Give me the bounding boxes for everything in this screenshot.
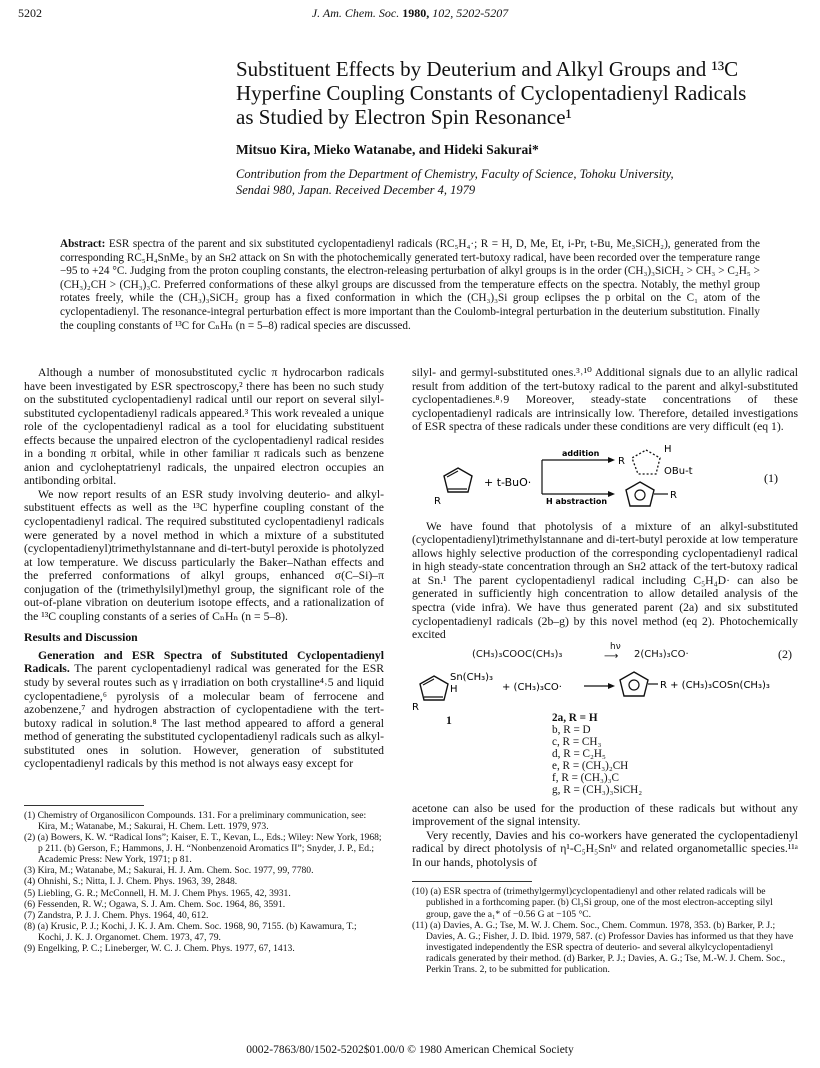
scheme-reagent: + t-BuO· [484,475,532,489]
abstract [60,238,760,333]
right-paragraph-3: acetone can also be used for the production of these radicals but without any improvement of the signal intensity. [412,801,798,829]
results-paragraph-1-text: The parent cyclopentadienyl radical was generated for the ESR study by several routes such as γ irradiation on both crystalline⁴˒5 and liquid cyclopentadiene,⁶ pyrolysis of a molecular beam of ferrocene and azobenzene,⁷ and hydrogen abstraction of cyclopentadiene with the tert-butoxy radical in solution.⁸ The last method appeared to afford a general method of generating the substituted cyclopentadienyl radicals such as alkyl-substituted ones in solution. However, generation of substituted cyclopentadienyl radicals by this method is not always easy except for [24,662,384,771]
affiliation-line-1: Contribution from the Department of Chemistry, Faculty of Science, Tohoku University, [236,167,674,181]
right-paragraph-4: Very recently, Davies and his co-workers have generated the cyclopentadienyl radical by direct photolysis of η¹-C₅H₅Snᴵᵛ and related organometallic species.¹¹ᵃ In our hands, photolysis of [412,828,798,869]
equation-number-2: (2) [778,646,792,661]
scheme-r-label: R [434,495,441,507]
title-line-2: Hyperfine Coupling Constants of Cyclopentadienyl Radicals [236,81,747,105]
affiliation [236,166,796,198]
intro-paragraph-2: We now report results of an ESR study involving deuterio- and alkyl-substituent effects as well as the ¹³C hyperfine coupling constant of the cyclopentadienyl radical. The required substituted cyclopentadienyl radicals were generated by a novel method in which a mixture of a substituted (cyclopentadienyl)trimethylstannane and di-tert-butyl peroxide is photolyzed at low temperature. We discuss particularly the Baker–Nathan effects and the preferred conformations of alkyl groups, enhanced σ(C–Si)–π conjugation of the (trimethylsilyl)methyl group, the significant role of the out-of-plane vibration on deuterium isotope effects, and a rationalization of the ¹³C coupling constants of a series of CₙHₙ (n = 5–8). [24,487,384,623]
eq2-product: 2(CH₃)₃CO· [634,648,689,660]
footnote: (11) (a) Davies, A. G.; Tse, M. W. J. Chem. Soc., Chem. Commun. 1978, 353. (b) Barker, P. J.; Davies, A. G.; Fisher, J. D. Ibid. 1979, 587. (c) Professor Davies has informed us that they have investigated independently the ESR spectra of deuterio- and several alkylcyclopentadienyl radicals generated by their method. (d) Barker, P. J.; Davies, A. G.; Tse, M.-W. J. Chem. Soc., Perkin Trans. 2, to be submitted for publication. [412,919,794,976]
abstract-label: Abstract: [60,238,106,250]
right-column [412,366,798,975]
addition-label: addition [562,448,600,458]
journal-year: 1980, [402,6,430,20]
journal-pages: 5202-5207 [456,6,509,20]
abstraction-label: H abstraction [546,496,608,506]
footnote: (3) Kira, M.; Watanabe, M.; Sakurai, H. J. Am. Chem. Soc. 1977, 99, 7780. [24,865,314,877]
authors: Mitsuo Kira, Mieko Watanabe, and Hideki Sakurai* [236,142,539,157]
compound-1-label: 1 [446,713,452,727]
footnote: (10) (a) ESR spectra of (trimethylgermyl)cyclopentadienyl and other related radicals will be published in a forthcoming paper. (b) Cl₃Si group, one of the most electron-accepting silyl group, gave the a₁* of −0.56 G at −105 °C. [412,886,773,920]
eq2-cp-ring [620,672,648,696]
journal-citation [0,6,820,21]
footnote: (6) Fessenden, R. W.; Ogawa, S. J. Am. Chem. Soc. 1964, 86, 3591. [24,898,286,910]
right-paragraph-2: We have found that photolysis of a mixture of an alkyl-substituted (cyclopentadienyl)trimethylstannane and di-tert-butyl peroxide at low temperature allows highly selective production of the corresponding cyclopentadienyl radical in high steady-state concentration through an Sʜ2 attack of the tert-butoxy radical at Sn.¹ The parent cyclopentadienyl radical including C₅H₄D· can also be generated in sufficiently high concentration to allow detailed analysis of the spectra (vide infra). We have thus generated parent (2a) and six substituted cyclopentadienyl radicals (2b–g) by this novel method (eq 2). Photochemically excited [412,519,798,642]
equation-number-1: (1) [764,470,778,485]
cp-r-label: R [670,489,677,501]
svg-text:R: R [412,701,419,712]
radical-list [552,712,798,796]
footnote-rule [412,881,532,882]
reaction-scheme-1 [412,438,798,512]
results-paragraph-1 [24,649,384,771]
eq2-line-2 [412,666,798,712]
right-paragraph-1: silyl- and germyl-substituted ones.³˒¹⁰ Additional signals due to an allylic radical result from addition of the tert-butoxy radical to the parent and alkyl-substituted cyclopentadienes.⁸˒9 Moreover, steady-state concentrations of these cyclopentadienyl radicals are intrinsically low. Therefore, detailed investigations of ESR spectra of these radicals under these conditions are very difficult (eq 1). [412,366,798,434]
eq2-arrow: ⟶ [604,650,619,662]
subsection-heading: Generation and ESR Spectra of Substituted Cyclopentadienyl Radicals. [24,648,384,676]
affiliation-line-2: Sendai 980, Japan. Received December 4, 1979 [236,183,476,197]
journal-name: J. Am. Chem. Soc. [311,6,400,20]
radical-item: e, R = (CH₃)₂CH [552,759,629,772]
svg-text:H: H [450,683,458,695]
allyl-obu-label: OBu-t [664,465,693,477]
footnote: (4) Ohnishi, S.; Nitta, I. J. Chem. Phys. 1963, 39, 2848. [24,876,238,888]
page-number: 5202 [18,6,42,20]
radical-item: c, R = CH₃ [552,735,602,748]
eq2-sn-label: Sn(CH₃)₃ [450,671,494,683]
intro-paragraph-1: Although a number of monosubstituted cyclic π hydrocarbon radicals have been investigated by ESR spectroscopy,² there has been no such study on the substituted cyclopentadienyl radical until our report on several silyl-substituted cyclopentadienyl radicals appeared.³ This work revealed a unique role of the cyclopentadienyl radical as a tool for elucidating substituent effects because the unpaired electron of the cyclopentadienyl radical resides in a bonding π orbital, while in other familiar π radicals such as benzene anion and cycloheptatrienyl radicals, the unpaired electron occupies an antibonding orbital. [24,366,384,488]
reaction-scheme-2 [412,641,798,796]
left-column [24,366,384,954]
radical-item: 2a, R = H [552,711,598,724]
allyl-h-label: H [664,443,672,455]
footnote: (2) (a) Bowers, K. W. “Radical Ions”; Kaiser, E. T., Kevan, L., Eds.; Wiley: New York, 1968; p 211. (b) Gerson, F.; Hammons, J. H. “Nonbenzenoid Aromatics II”; Snyder, J. P., Ed.; Academic Press: New York, 1971; p 81. [24,832,382,866]
footnote: (5) Liebling, G. R.; McConnell, H. M. J. Chem Phys. 1965, 42, 3931. [24,887,291,899]
footnote: (8) (a) Krusic, P. J.; Kochi, J. K. J. Am. Chem. Soc. 1968, 90, 7155. (b) Kawamura, T.; Kochi, J. K. J. Organomet. Chem. 1973, 47, 79. [24,920,357,943]
eq2-tbuo: + (CH₃)₃CO· [502,681,562,693]
title-line-3: as Studied by Electron Spin Resonance¹ [236,105,572,129]
eq2-line-1 [412,641,798,666]
radical-item: b, R = D [552,723,591,736]
allyl-radical-ring [632,450,660,474]
abstract-text: ESR spectra of the parent and six substituted cyclopentadienyl radicals (RC₅H₄·; R = H, D, Me, Et, i-Pr, t-Bu, Me₃SiCH₂), generated from the corresponding RC₅H₄SnMe₃ by an Sʜ2 attack on Sn with the photochemically generated tert-butoxy radical, have been recorded over the temperature range −95 to +24 °C. Judging from the proton coupling constants, the electron-releasing perturbation of alkyl groups is in the order (CH₃)₃SiCH₂ > CH₃ > C₂H₅ > (CH₃)₂CH > (CH₃)₃C. Preferred conformations of these alkyl groups are discussed from the temperature effects on the spectra. Notably, the methyl group rotates freely, while the (CH₃)₃SiCH₂ group has a fixed conformation in which the (CH₃)₃Si group eclipses the p orbital on the C₁ atom of the cyclopentadienyl. The resonance-integral perturbation effect is more important than the Coulomb-integral perturbation in the deuterium substitution. Finally the coupling constants of ¹³C for CₙHₙ (n = 5–8) radical species are discussed. [60,238,760,332]
footer: 0002-7863/80/1502-5202$01.00/0 © 1980 American Chemical Society [246,1044,574,1056]
eq2-drawing [412,666,798,712]
title-line-1: Substituent Effects by Deuterium and Alkyl Groups and ¹³C [236,57,739,81]
eq2-peroxide: (CH₃)₃COOC(CH₃)₃ [472,648,563,660]
scheme-1-drawing [412,438,798,512]
journal-volume: 102, [432,6,454,20]
section-heading: Results and Discussion [24,631,138,645]
radical-item: g, R = (CH₃)₃SiCH₂ [552,783,643,796]
footnote: (7) Zandstra, P. J. J. Chem. Phys. 1964, 40, 612. [24,909,209,921]
eq2-labels [412,712,798,796]
footnote: (9) Engelking, P. C.; Lineberger, W. C. J. Chem. Phys. 1977, 67, 1413. [24,942,295,954]
footnote: (1) Chemistry of Organosilicon Compounds. 131. For a preliminary communication, see: Kira, M.; Watanabe, M.; Sakurai, H. Chem. Lett. 1979, 973. [24,809,367,832]
footnotes-right [412,881,798,975]
cyclopentadienyl-ring [626,482,654,506]
allyl-r-label: R [618,455,625,467]
footnote-rule [24,805,144,806]
eq2-products: R + (CH₃)₃COSn(CH₃)₃ [660,679,770,691]
radical-item: d, R = C₂H₅ [552,747,606,760]
eq2-hv: hν [610,641,621,652]
footnotes-left [24,805,384,954]
radical-item: f, R = (CH₃)₃C [552,771,619,784]
